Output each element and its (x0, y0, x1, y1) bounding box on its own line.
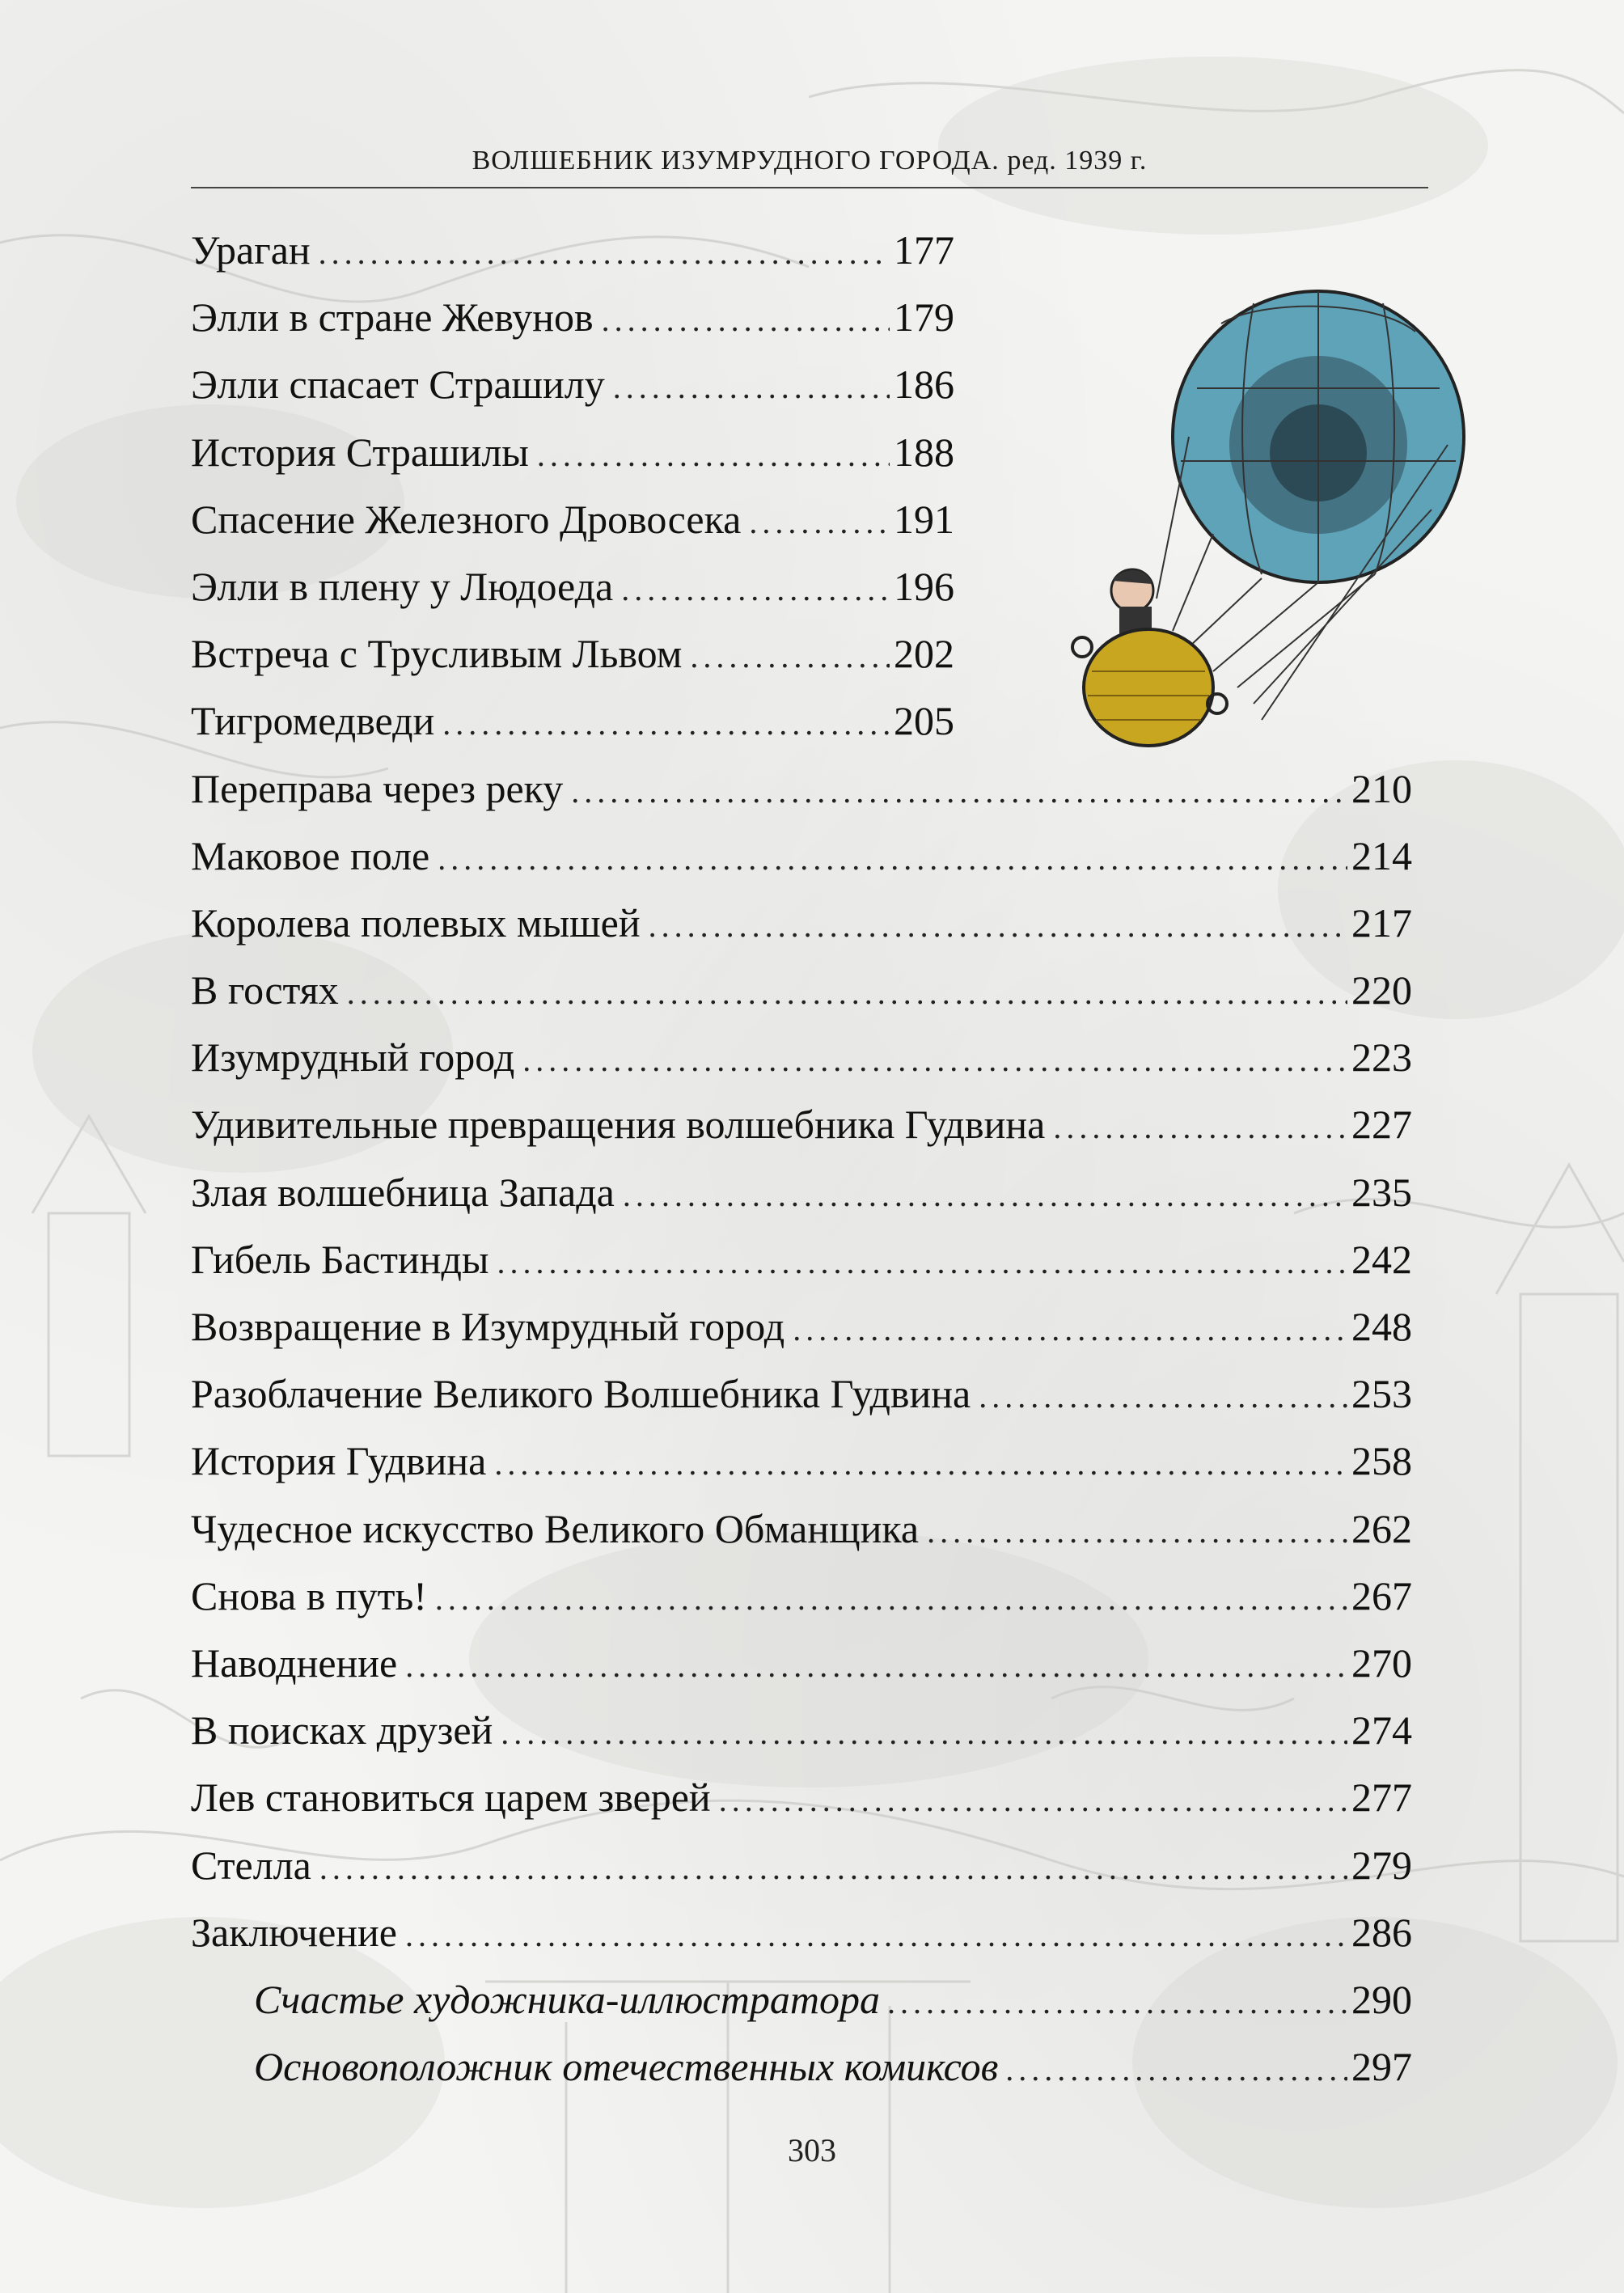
dot-leader (486, 1428, 1347, 1495)
header-rule (191, 187, 1428, 188)
toc-entry-title: Тигромедведи (191, 698, 435, 744)
toc-entry[interactable] (191, 1899, 1412, 1966)
toc-entry-page: 262 (1351, 1505, 1412, 1551)
toc-entry-title: Встреча с Трусливым Львом (191, 631, 683, 677)
toc-entry-page: 286 (1351, 1909, 1412, 1955)
toc-entry-title: Элли спасает Страшилу (191, 362, 605, 408)
toc-entry-page: 235 (1351, 1169, 1412, 1215)
toc-entry-title: Переправа через реку (191, 765, 564, 811)
toc-entry-title: Разоблачение Великого Волшебника Гудвина (191, 1371, 971, 1417)
toc-entry[interactable] (191, 1697, 1412, 1764)
toc-entry[interactable] (191, 823, 1412, 890)
toc-entry-title: Спасение Железного Дровосека (191, 496, 742, 542)
toc-entry[interactable] (191, 284, 954, 351)
toc-entry-page: 196 (894, 563, 954, 609)
toc-entry[interactable] (191, 1496, 1412, 1563)
toc-entry-title: Наводнение (191, 1639, 398, 1686)
dot-leader (711, 1764, 1347, 1831)
dot-leader (311, 217, 890, 284)
dot-leader (615, 1159, 1347, 1226)
toc-entry-title: Счастье художника-иллюстратора (254, 1976, 880, 2022)
dot-leader (427, 1563, 1347, 1630)
toc-entry-title: Снова в путь! (191, 1572, 427, 1618)
toc-entry[interactable] (191, 486, 954, 553)
toc-entry-page: 217 (1351, 899, 1412, 946)
dot-leader (339, 957, 1347, 1024)
page-number: 303 (788, 2132, 836, 2168)
dot-leader (919, 1496, 1347, 1563)
dot-leader (785, 1293, 1347, 1360)
toc-entry[interactable] (191, 1630, 1412, 1697)
toc-entry-title: Удивительные превращения волшебника Гудвина (191, 1102, 1046, 1148)
dot-leader (998, 2033, 1347, 2101)
toc-entry[interactable] (191, 419, 954, 486)
toc-entry-appendix[interactable] (191, 2033, 1412, 2101)
toc-entry-page: 223 (1351, 1034, 1412, 1081)
toc-entry-title: В поисках друзей (191, 1707, 493, 1754)
toc-entry-page: 188 (894, 429, 954, 475)
toc-entry-page: 270 (1351, 1639, 1412, 1686)
dot-leader (563, 755, 1347, 823)
dot-leader (682, 620, 890, 687)
running-head-edition: ред. 1939 г. (1007, 146, 1148, 176)
dot-leader (311, 1832, 1347, 1899)
toc-entry[interactable] (191, 687, 954, 755)
dot-leader (1045, 1091, 1347, 1158)
toc-entry[interactable] (191, 1832, 1412, 1899)
dot-leader (605, 351, 890, 418)
toc-entry-page: 290 (1351, 1976, 1412, 2022)
toc-entry-page: 258 (1351, 1438, 1412, 1484)
toc-entry[interactable] (191, 620, 954, 687)
toc-entry-title: В гостях (191, 967, 339, 1013)
toc-entry-title: Стелла (191, 1842, 311, 1888)
dot-leader (493, 1697, 1347, 1764)
toc-entry-title: Гибель Бастинды (191, 1236, 489, 1282)
toc-entry-appendix[interactable] (191, 1966, 1412, 2033)
toc-entry[interactable] (191, 351, 954, 418)
toc-entry-title: Ураган (191, 227, 311, 273)
toc-entry-title: Элли в плену у Людоеда (191, 563, 614, 609)
toc-entry[interactable] (191, 553, 954, 620)
toc-entry-page: 277 (1351, 1775, 1412, 1821)
toc-entry[interactable] (191, 755, 1412, 823)
dot-leader (397, 1899, 1347, 1966)
running-head-title: ВОЛШЕБНИК ИЗУМРУДНОГО ГОРОДА. (472, 146, 1000, 176)
toc-entry-page: 214 (1351, 832, 1412, 878)
toc-entry-page: 227 (1351, 1102, 1412, 1148)
toc-entry-page: 186 (894, 362, 954, 408)
toc-entry[interactable] (191, 1159, 1412, 1226)
toc-entry[interactable] (191, 1226, 1412, 1293)
toc-entry-page: 267 (1351, 1572, 1412, 1618)
toc-entry-page: 179 (894, 294, 954, 341)
toc-entry-page: 274 (1351, 1707, 1412, 1754)
toc-entry[interactable] (191, 217, 954, 284)
toc-entry-title: Чудесное искусство Великого Обманщика (191, 1505, 920, 1551)
table-of-contents (191, 217, 1428, 2101)
toc-entry-page: 297 (1351, 2044, 1412, 2090)
dot-leader (971, 1360, 1347, 1428)
toc-entry[interactable] (191, 1024, 1412, 1091)
dot-leader (741, 486, 890, 553)
running-head (191, 146, 1428, 184)
toc-entry-page: 253 (1351, 1371, 1412, 1417)
toc-entry-title: Маковое поле (191, 832, 430, 878)
toc-entry[interactable] (191, 1360, 1412, 1428)
dot-leader (641, 890, 1347, 957)
toc-entry-page: 205 (894, 698, 954, 744)
toc-entry-title: История Гудвина (191, 1438, 487, 1484)
toc-entry[interactable] (191, 1091, 1412, 1158)
toc-entry-title: Злая волшебница Запада (191, 1169, 615, 1215)
toc-entry-title: Лев становиться царем зверей (191, 1775, 711, 1821)
toc-entry-title: Возвращение в Изумрудный город (191, 1304, 785, 1349)
toc-entry-page: 248 (1351, 1304, 1412, 1349)
dot-leader (529, 419, 890, 486)
toc-entry-page: 220 (1351, 967, 1412, 1013)
dot-leader (514, 1024, 1347, 1091)
toc-entry-page: 202 (894, 631, 954, 677)
toc-entry-title: История Страшилы (191, 429, 529, 475)
toc-entry-page: 210 (1351, 765, 1412, 811)
toc-entry-page: 177 (894, 227, 954, 273)
dot-leader (594, 284, 890, 351)
toc-entry-title: Королева полевых мышей (191, 899, 641, 946)
toc-entry[interactable] (191, 1563, 1412, 1630)
dot-leader (880, 1966, 1347, 2033)
dot-leader (613, 553, 890, 620)
toc-entry[interactable] (191, 1428, 1412, 1495)
dot-leader (397, 1630, 1347, 1697)
toc-entry[interactable] (191, 957, 1412, 1024)
toc-entry-title: Элли в стране Жевунов (191, 294, 594, 341)
dot-leader (488, 1226, 1347, 1293)
toc-entry-title: Изумрудный город (191, 1034, 515, 1081)
toc-entry-title: Основоположник отечественных комиксов (254, 2044, 999, 2090)
toc-entry-page: 191 (894, 496, 954, 542)
toc-entry-title: Заключение (191, 1909, 397, 1955)
toc-entry-page: 279 (1351, 1842, 1412, 1888)
dot-leader (434, 687, 890, 755)
toc-entry[interactable] (191, 1293, 1412, 1360)
dot-leader (429, 823, 1347, 890)
toc-entry[interactable] (191, 890, 1412, 957)
toc-entry[interactable] (191, 1764, 1412, 1831)
toc-entry-page: 242 (1351, 1236, 1412, 1282)
